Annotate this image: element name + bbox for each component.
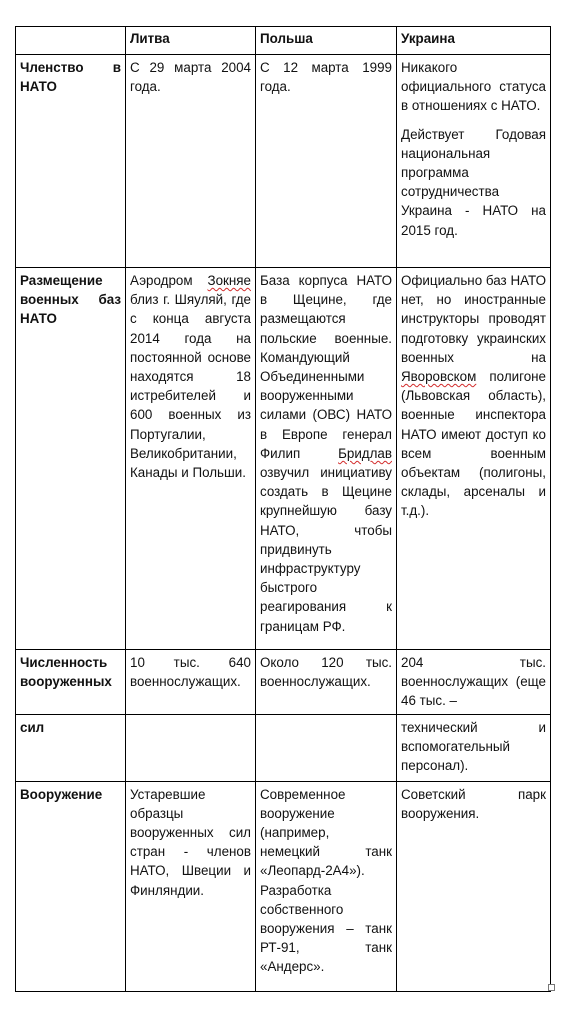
row-label-nato-bases	[16, 268, 126, 650]
cell-text: С 12 марта 1999 года.	[260, 60, 392, 95]
table-resize-handle[interactable]	[548, 984, 555, 991]
header-poland: Польша	[256, 27, 397, 55]
cell-paragraph-1: Никакого официального статуса в отношениях с НАТО.	[401, 60, 546, 114]
row-label-nato-membership	[16, 55, 126, 268]
cell-text: Современное вооружение (например, немецкий танк «Леопард-2А4»). Разработка собственного вооружения – танк РТ-91, танк «Андерс».	[260, 786, 392, 975]
cell-text: Около 120 тыс. военнослужащих.	[260, 655, 392, 690]
row-label-text: Вооружение	[20, 786, 103, 802]
cell-text: 10 тыс. 640 военнослужащих.	[130, 655, 251, 690]
spellcheck-marked-word: Зокняе	[207, 273, 251, 288]
cell-text: С 29 марта 2004 года.	[130, 60, 251, 95]
row-label-text: Членство в НАТО	[20, 60, 121, 95]
comparison-table	[15, 26, 551, 992]
cell-lithuania-membership	[126, 55, 256, 268]
cell-paragraph-2: Действует Годовая национальная программа сотрудничества Украина - НАТО на 2015 год.	[401, 126, 546, 238]
cell-poland-membership	[256, 55, 397, 268]
cell-text: Устаревшие образцы вооруженных сил стран - членов НАТО, Швеции и Финляндии.	[130, 786, 251, 898]
cell-lithuania-troops-continued	[126, 714, 256, 781]
cell-text: технический и вспомогательный персонал).	[401, 719, 546, 774]
spellcheck-marked-word: Яворовском	[401, 369, 477, 385]
table-row-nato-membership	[16, 55, 551, 268]
cell-ukraine-troops	[397, 650, 551, 715]
row-label-text: Численность вооруженных	[20, 655, 112, 690]
table-header-row	[16, 27, 551, 55]
cell-lithuania-troops	[126, 650, 256, 715]
table-row-troops-b	[16, 714, 551, 781]
table-row-armament	[16, 781, 551, 991]
text-part: Официально баз НАТО нет, но иностранные инструкторы проводят подготовку украинских военных на	[401, 273, 546, 365]
row-label-text: Размещение военных баз НАТО	[20, 273, 121, 327]
table-row-troops-a	[16, 650, 551, 715]
row-label-text: сил	[20, 719, 45, 735]
header-empty	[16, 27, 126, 55]
cell-ukraine-bases	[397, 268, 551, 650]
cell-ukraine-troops-continued	[397, 714, 551, 781]
cell-text: 204 тыс. военнослужащих (еще 46 тыс. –	[401, 655, 546, 709]
table-row-nato-bases	[16, 268, 551, 650]
row-label-troops-continued	[16, 714, 126, 781]
cell-ukraine-armament	[397, 781, 551, 991]
text-part: озвучил инициативу создать в Щецине крупнейшую базу НАТО, чтобы придвинуть инфраструктуру быстрого реагирования к границам РФ.	[260, 465, 392, 634]
header-ukraine: Украина	[397, 27, 551, 55]
header-lithuania: Литва	[126, 27, 256, 55]
cell-poland-troops	[256, 650, 397, 715]
text-part: База корпуса НАТО в Щецине, где размещаются польские военные. Командующий Объединенными вооруженными силами (ОВС) НАТО в Европе генерал Филип	[260, 273, 392, 461]
text-part: близ г. Шяуляй, где с конца августа 2014 года на постоянной основе находятся 18 истребителей и 600 военных из Португалии, Великобритании, Канады и Польши.	[130, 292, 251, 481]
text-part: Аэродром	[130, 273, 208, 288]
cell-poland-troops-continued	[256, 714, 397, 781]
row-label-armament	[16, 781, 126, 991]
spellcheck-marked-word: Бридлав	[338, 445, 392, 461]
cell-lithuania-armament	[126, 781, 256, 991]
cell-ukraine-membership	[397, 55, 551, 268]
cell-lithuania-bases	[126, 268, 256, 650]
cell-text: Советский парк вооружения.	[401, 786, 546, 821]
row-label-troops	[16, 650, 126, 715]
text-part: полигоне (Львовская область), военные инспектора НАТО имеют доступ ко всем военным объектам (полигоны, склады, арсеналы и т.д.).	[401, 369, 546, 519]
cell-poland-bases	[256, 268, 397, 650]
cell-poland-armament	[256, 781, 397, 991]
